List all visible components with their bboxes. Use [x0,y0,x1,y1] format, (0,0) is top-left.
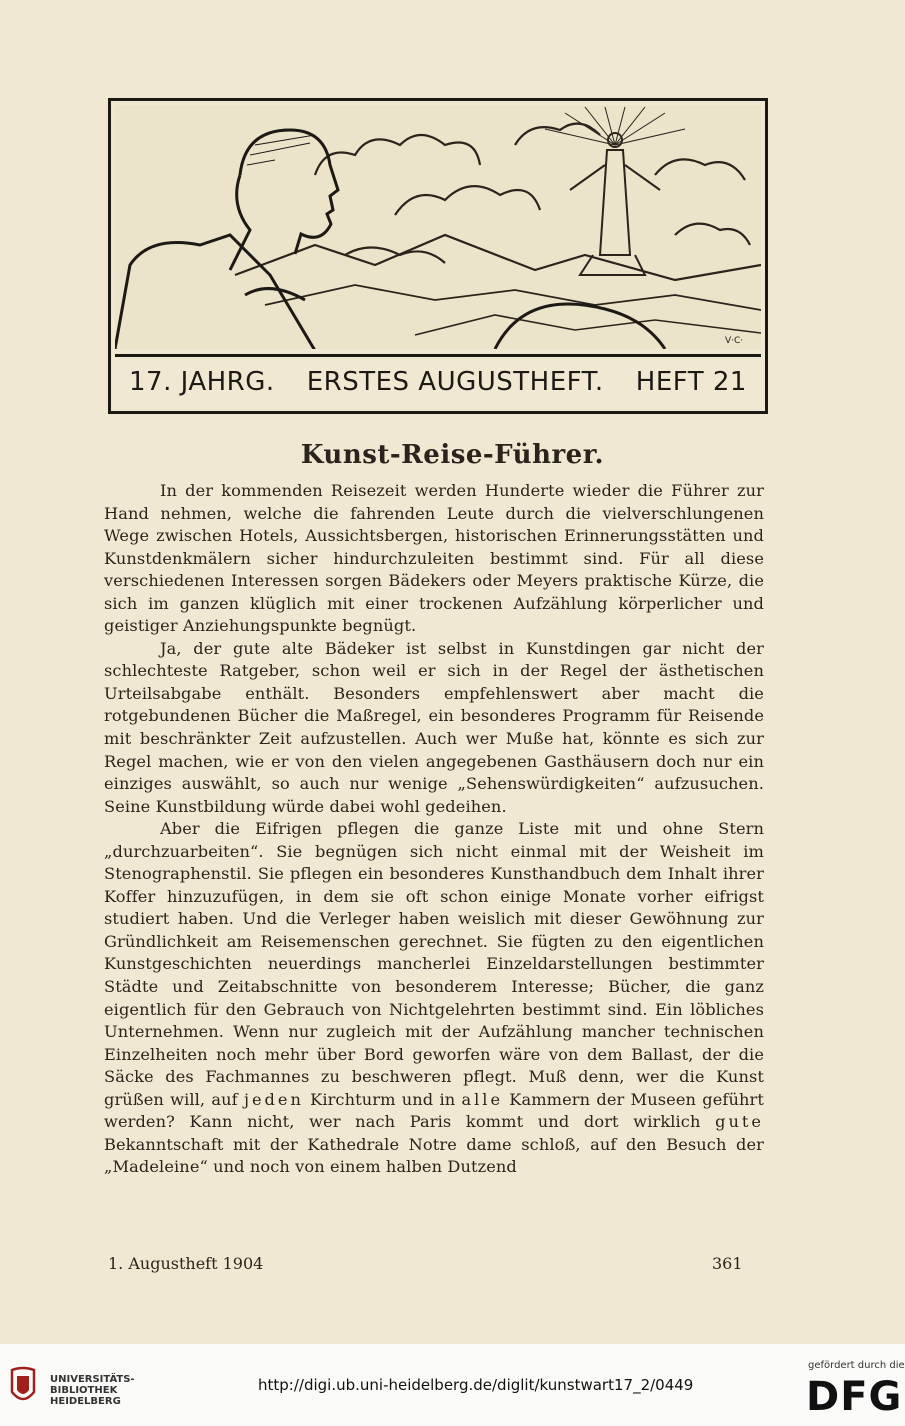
permalink[interactable]: http://digi.ub.uni-heidelberg.de/diglit/kunstwart17_2/0449 [258,1376,694,1394]
issue-label: ERSTES AUGUSTHEFT. [306,366,604,397]
issue-banner [115,354,761,406]
article-body [104,480,764,1179]
page-number: 361 [712,1254,743,1273]
library-name: UNIVERSITÄTS- BIBLIOTHEK HEIDELBERG [50,1374,135,1407]
paragraph: In der kommenden Reisezeit werden Hunderte wieder die Führer zur Hand nehmen, welche die fahrenden Leute durch die vielverschlungenen Wege zwischen Hotels, Aussichtsbergen, historischen Erinnerungsstätten und Kunstdenkmälern sicher hindurchzuleiten bestimmt sind. Für all diese verschiedenen Interessen sorgen Bädekers oder Meyers praktische Kürze, die sich im ganzen klüglich mit einer trockenen Aufzählung körperlicher und geistiger Anziehungspunkte begnügt. [104,481,764,636]
emphasis: alle [461,1089,504,1109]
masthead-illustration [108,98,768,414]
library-seal-icon [8,1366,38,1406]
article-title: Kunst-Reise-Führer. [300,440,605,470]
issue-date: 1. Augustheft 1904 [108,1254,264,1273]
paragraph: Aber die Eifrigen pflegen die ganze Liste mit und ohne Stern „durchzuarbeiten“. Sie begnügen sich nicht einmal mit der Weisheit im Stenographenstil. Sie pflegen ein besonderes Kunsthandbuch dem Inhalt ihrer Koffer hinzuzufügen, in dem sie oft schon einige Monate vorher eifrigst studiert haben. Und die Verleger haben weislich mit dieser Gewöhnung zur Gründlichkeit am Reisemenschen gerechnet. Sie fügten zu den eigentlichen Kunstgeschichten neuerdings mancherlei Einzeldarstellungen bestimmter Städte und Zeitabschnitte von besonderem Interesse; Bücher, die ganz eigentlich für den Gebrauch von Nichtgelehrten bestimmt sind. Ein löbliches Unternehmen. Wenn nur zugleich mit der Aufzählung mancher technischen Einzelheiten noch mehr über Bord geworfen wäre von dem Ballast, der die Säcke des Fachmannes zu beschweren pflegt. Muß denn, wer die Kunst grüßen will, auf jeden Kirchturm und in alle Kammern der Museen geführt werden? Kann nicht, wer nach Paris kommt und dort wirklich gute Bekanntschaft mit der Kathedrale Notre dame schloß, auf den Besuch der „Madeleine“ und noch von einem halben Dutzend [104,819,765,1177]
year-label: 17. JAHRG. [129,366,275,397]
heft-label: HEFT 21 [635,366,747,397]
artist-monogram: V·C· [725,336,744,346]
dfg-logo: DFG [806,1374,903,1420]
emphasis: jeden [243,1089,304,1109]
masthead-artwork [115,105,761,349]
paragraph: Ja, der gute alte Bädeker ist selbst in Kunstdingen gar nicht der schlechteste Ratgeber, schon weil er sich in der Regel der ästhetischen Urteilsabgabe enthält. Besonders empfehlenswert aber macht die rotgebundenen Bücher die Maßregel, ein besonderes Programm für Reisende mit beschränkter Zeit aufzustellen. Auch wer Muße hat, könnte es sich zur Regel machen, wie er von den vielen angegebenen Gasthäusern doch nur ein einziges auswählt, so auch nur wenige „Sehenswürdigkeiten“ aufzusuchen. Seine Kunstbildung würde dabei wohl gedeihen. [104,638,764,816]
funding-note: gefördert durch die [808,1360,905,1371]
emphasis: gute [715,1112,765,1132]
